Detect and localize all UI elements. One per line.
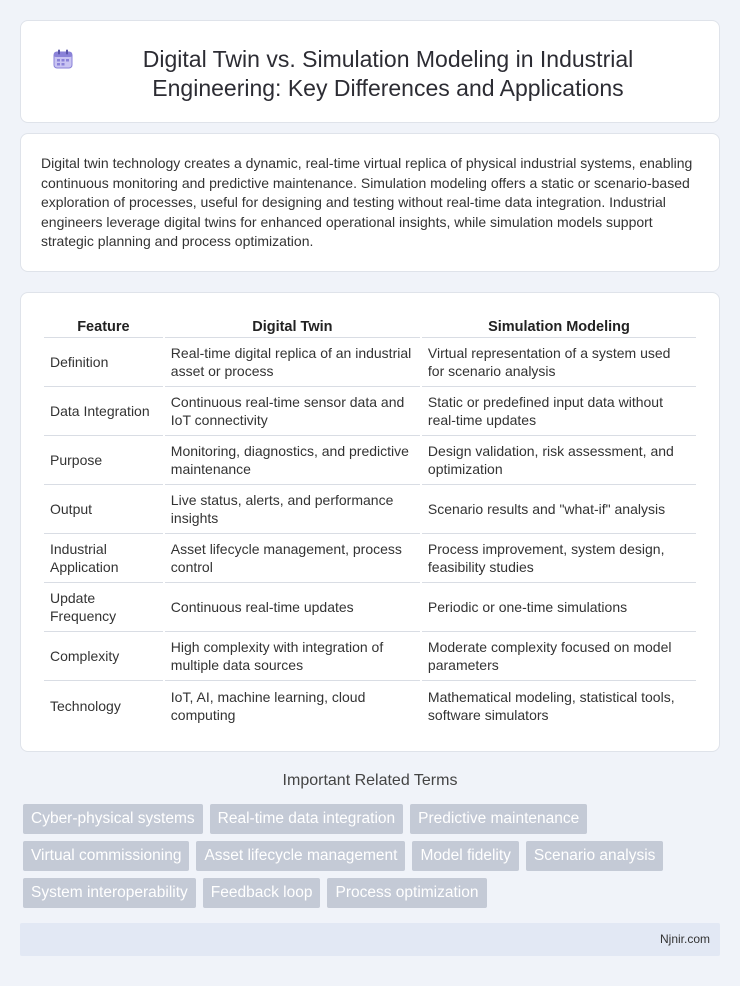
header-feature: Feature <box>44 315 163 338</box>
footer <box>20 923 720 956</box>
title-card <box>20 20 720 123</box>
page-title: Digital Twin vs. Simulation Modeling in Industrial Engineering: Key Differences and Applications <box>142 46 634 101</box>
tag-model-fidelity[interactable]: Model fidelity <box>412 841 518 871</box>
table-row <box>44 632 696 681</box>
table-row <box>44 681 696 730</box>
simulation-cell: Static or predefined input data without real-time updates <box>422 387 696 436</box>
footer-site-link[interactable]: Njnir.com <box>659 932 710 946</box>
simulation-cell: Process improvement, system design, feasibility studies <box>422 534 696 583</box>
comparison-table <box>42 315 698 730</box>
tag-real-time-data-integration[interactable]: Real-time data integration <box>210 804 404 834</box>
simulation-cell: Moderate complexity focused on model parameters <box>422 632 696 681</box>
feature-cell: Complexity <box>44 632 163 681</box>
simulation-cell: Design validation, risk assessment, and optimization <box>422 436 696 485</box>
simulation-cell: Periodic or one-time simulations <box>422 583 696 632</box>
table-row <box>44 387 696 436</box>
table-row <box>44 583 696 632</box>
digital-twin-cell: High complexity with integration of multiple data sources <box>165 632 420 681</box>
table-row <box>44 436 696 485</box>
comparison-card <box>20 292 720 752</box>
table-row <box>44 485 696 534</box>
calendar-icon <box>51 47 75 71</box>
header-simulation-modeling: Simulation Modeling <box>422 315 696 338</box>
related-terms-heading: Important Related Terms <box>282 772 458 789</box>
simulation-cell: Scenario results and "what-if" analysis <box>422 485 696 534</box>
feature-cell: Output <box>44 485 163 534</box>
tag-feedback-loop[interactable]: Feedback loop <box>203 878 321 908</box>
intro-paragraph: Digital twin technology creates a dynamic, real-time virtual replica of physical industrial systems, enabling continuous monitoring and predictive maintenance. Simulation modeling offers a static or scenario-based exploration of processes, useful for designing and testing without real-time data integration. Industrial engineers leverage digital twins for enhanced operational insights, while simulation models support strategic planning and process optimization. <box>41 155 693 249</box>
header-digital-twin: Digital Twin <box>165 315 420 338</box>
feature-cell: Purpose <box>44 436 163 485</box>
digital-twin-cell: Real-time digital replica of an industrial asset or process <box>165 338 420 387</box>
digital-twin-cell: Monitoring, diagnostics, and predictive maintenance <box>165 436 420 485</box>
digital-twin-cell: IoT, AI, machine learning, cloud computing <box>170 688 366 723</box>
digital-twin-cell: Continuous real-time updates <box>165 583 420 632</box>
feature-cell: Data Integration <box>44 387 163 436</box>
table-header-row <box>44 315 696 338</box>
feature-cell: Update Frequency <box>44 583 163 632</box>
tag-process-optimization[interactable]: Process optimization <box>327 878 486 908</box>
feature-cell: Industrial Application <box>44 534 163 583</box>
tag-scenario-analysis[interactable]: Scenario analysis <box>526 841 663 871</box>
table-row <box>44 534 696 583</box>
tag-system-interoperability[interactable]: System interoperability <box>23 878 196 908</box>
tag-cyber-physical-systems[interactable]: Cyber-physical systems <box>23 804 203 834</box>
feature-cell: Technology <box>50 697 121 714</box>
digital-twin-cell: Continuous real-time sensor data and IoT connectivity <box>165 387 420 436</box>
intro-card <box>20 133 720 272</box>
digital-twin-cell: Asset lifecycle management, process control <box>165 534 420 583</box>
tag-asset-lifecycle-management[interactable]: Asset lifecycle management <box>196 841 405 871</box>
related-terms-tags <box>23 804 723 908</box>
simulation-cell: Mathematical modeling, statistical tools, software simulators <box>427 688 675 723</box>
feature-cell: Definition <box>44 338 163 387</box>
table-row <box>44 338 696 387</box>
simulation-cell: Virtual representation of a system used for scenario analysis <box>422 338 696 387</box>
tag-virtual-commissioning[interactable]: Virtual commissioning <box>23 841 189 871</box>
digital-twin-cell: Live status, alerts, and performance insights <box>165 485 420 534</box>
tag-predictive-maintenance[interactable]: Predictive maintenance <box>410 804 587 834</box>
